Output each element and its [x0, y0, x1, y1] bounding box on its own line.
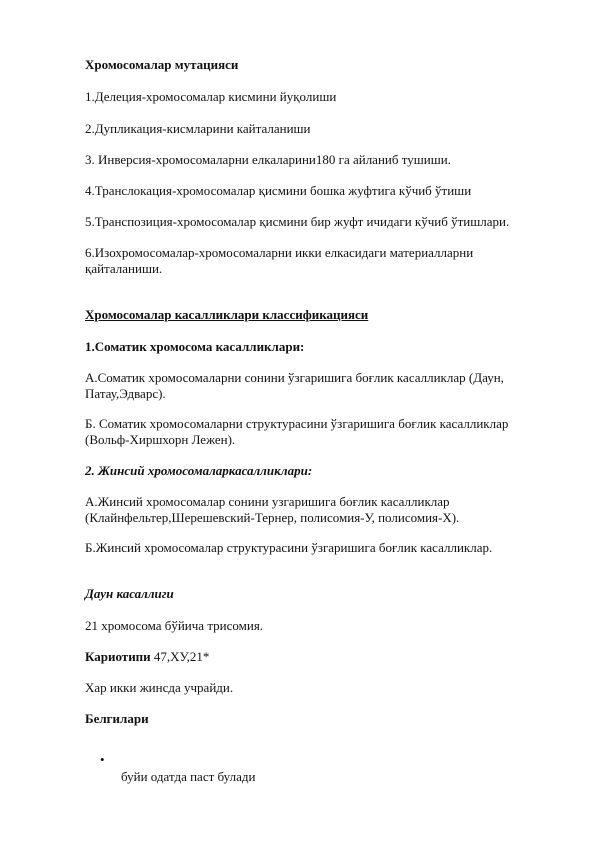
classification-title: Хромосомалар касалликлари классификацияси	[85, 307, 369, 322]
bullet-marker: •	[100, 752, 105, 767]
mutations-title: Хромосомалар мутацияси	[85, 57, 239, 72]
sign-item-1: буйи одатда паст булади	[121, 769, 256, 784]
down-trisomy: 21 хромосома бўйича трисомия.	[85, 618, 264, 633]
mutation-item-1: 1.Делеция-хромосомалар кисмини йуқолиши	[85, 89, 337, 104]
mutation-item-6: 6.Изохромосомалар-хромосомаларни икки елкасидаги материалларни қайталаниши.	[85, 245, 474, 276]
somatic-b: Б. Соматик хромосомаларни структурасини ўзгаришига боғлик касалликлар (Вольф-Хиршхорн Лежен).	[85, 416, 509, 447]
somatic-heading: 1.Соматик хромосома касалликлари:	[85, 339, 305, 354]
sex-b: Б.Жинсий хромосомалар структурасини ўзгаришига боғлик касалликлар.	[85, 540, 493, 555]
mutation-item-5: 5.Транспозиция-хромосомалар қисмини бир жуфт ичидаги кўчиб ўтишлари.	[85, 214, 510, 229]
down-karyotype	[85, 649, 555, 665]
karyotype-value: 47,ХУ,21*	[150, 649, 210, 664]
somatic-a: А.Соматик хромосомаларни сонини ўзгаришига боғлик касалликлар (Даун, Патау,Эдварс).	[85, 370, 504, 401]
down-title: Даун касаллиги	[85, 586, 174, 601]
down-both-sexes: Хар икки жинсда учрайди.	[85, 680, 234, 695]
karyotype-label: Кариотипи	[85, 649, 151, 664]
sex-heading: 2. Жинсий хромосомаларкасалликлари:	[85, 463, 313, 478]
mutation-item-3: 3. Инверсия-хромосомаларни елкаларини180 га айланиб тушиши.	[85, 152, 451, 167]
mutation-item-4: 4.Транслокация-хромосомалар қисмини бошка жуфтига кўчиб ўтиши	[85, 183, 472, 198]
sex-a: А.Жинсий хромосомалар сонини узгаришига боғлик касалликлар (Клайнфельтер,Шерешевский-Тернер, полисомия-У, полисомия-Х).	[85, 494, 460, 525]
signs-heading: Белгилари	[85, 711, 149, 726]
mutation-item-2: 2.Дупликация-кисмларини кайталаниши	[85, 121, 311, 136]
